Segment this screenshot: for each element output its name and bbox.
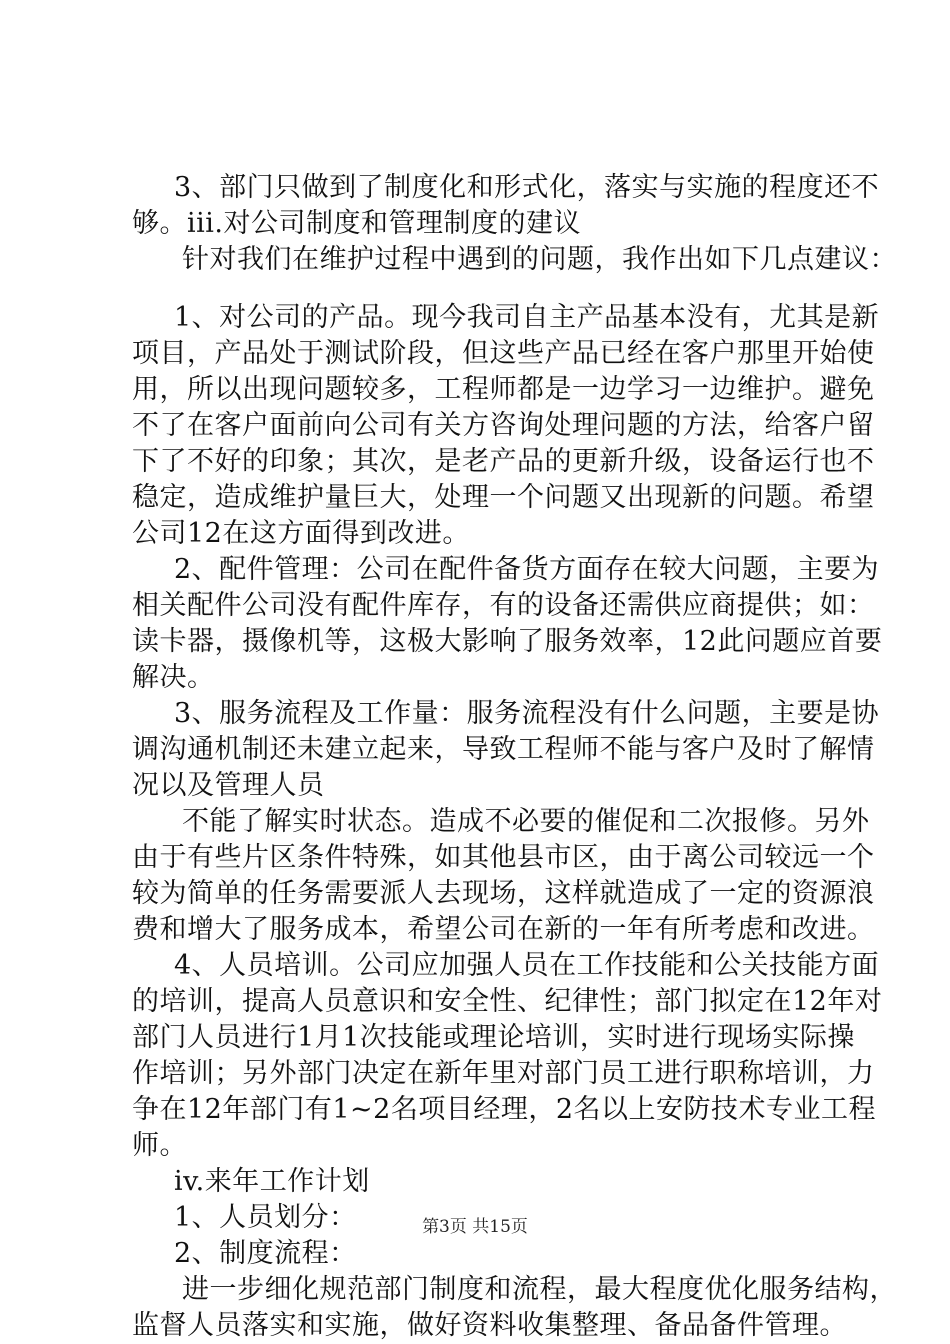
page-number-footer: 第3页 共15页 [422, 1217, 528, 1237]
text-line: 不能了解实时状态。造成不必要的催促和二次报修。另外 [182, 806, 870, 837]
text-line: 2、制度流程： [174, 1238, 357, 1269]
text-line: 够。iii.对公司制度和管理制度的建议 [132, 208, 581, 239]
text-line: 读卡器，摄像机等，这极大影响了服务效率，12此问题应首要 [132, 626, 883, 657]
text-line: 师。 [132, 1130, 187, 1161]
text-line: 解决。 [132, 662, 215, 693]
text-line: 项目，产品处于测试阶段，但这些产品已经在客户那里开始使 [132, 338, 875, 369]
text-line: 3、服务流程及工作量：服务流程没有什么问题，主要是协 [174, 698, 880, 729]
text-line: 争在12年部门有1~2名项目经理，2名以上安防技术专业工程 [132, 1094, 877, 1125]
text-line: 的培训，提高人员意识和安全性、纪律性；部门拟定在12年对 [132, 986, 883, 1017]
text-line: 进一步细化规范部门制度和流程，最大程度优化服务结构， [182, 1274, 897, 1305]
text-line: 稳定，造成维护量巨大，处理一个问题又出现新的问题。希望 [132, 482, 875, 513]
document-body [132, 170, 897, 1344]
text-line: 况以及管理人员 [132, 770, 325, 801]
text-line: 较为简单的任务需要派人去现场，这样就造成了一定的资源浪 [132, 878, 875, 909]
section-heading: iv.来年工作计划 [174, 1166, 370, 1197]
text-line: 公司12在这方面得到改进。 [132, 518, 470, 549]
text-line: 调沟通机制还未建立起来，导致工程师不能与客户及时了解情 [132, 734, 875, 765]
text-line: 3、部门只做到了制度化和形式化，落实与实施的程度还不 [174, 172, 880, 203]
text-line: 监督人员落实和实施，做好资料收集整理、备品备件管理。 [132, 1310, 847, 1341]
text-line: 作培训；另外部门决定在新年里对部门员工进行职称培训，力 [132, 1058, 875, 1089]
text-line: 2、配件管理：公司在配件备货方面存在较大问题，主要为 [174, 554, 880, 585]
text-line: 1、人员划分： [174, 1202, 357, 1233]
text-line: 下了不好的印象；其次，是老产品的更新升级，设备运行也不 [132, 446, 875, 477]
text-line: 针对我们在维护过程中遇到的问题，我作出如下几点建议： [182, 244, 897, 275]
text-line: 由于有些片区条件特殊，如其他县市区，由于离公司较远一个 [132, 842, 875, 873]
text-line: 4、人员培训。公司应加强人员在工作技能和公关技能方面 [174, 950, 880, 981]
text-line: 部门人员进行1月1次技能或理论培训，实时进行现场实际操 [132, 1022, 855, 1053]
text-line: 费和增大了服务成本，希望公司在新的一年有所考虑和改进。 [132, 914, 875, 945]
paragraph-gap [132, 278, 832, 300]
text-line: 相关配件公司没有配件库存，有的设备还需供应商提供；如： [132, 590, 875, 621]
text-line: 用，所以出现问题较多，工程师都是一边学习一边维护。避免 [132, 374, 875, 405]
text-line: 不了在客户面前向公司有关方咨询处理问题的方法，给客户留 [132, 410, 875, 441]
text-line: 1、对公司的产品。现今我司自主产品基本没有，尤其是新 [174, 302, 880, 333]
